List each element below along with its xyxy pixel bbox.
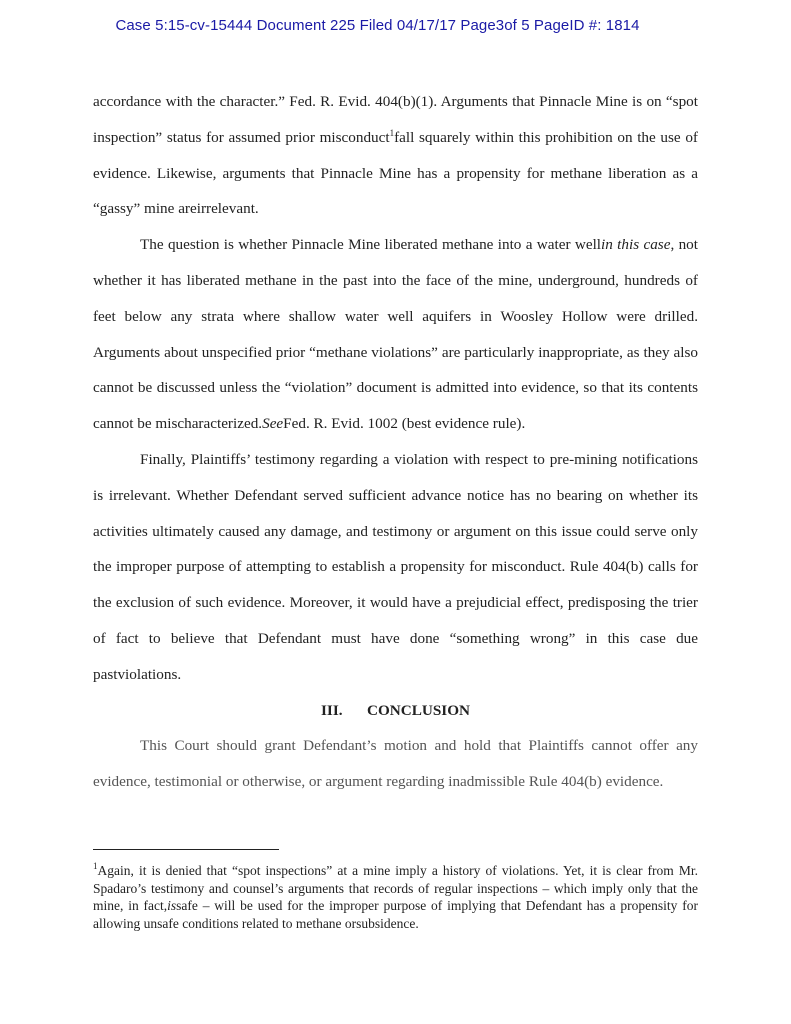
paragraph-4: This Court should grant Defendant’s motion and hold that Plaintiffs cannot offer any evidence, testimonial or otherwise, or argument regarding inadmissible Rule 404(b) evidence. <box>93 737 698 791</box>
paragraph-1: accordance with the character.” Fed. R. Evid. 404(b)(1). Arguments that Pinnacle Mine is on “spot inspection” status for assumed prior misconduct$^1$fall squarely within this prohibition on the use of evidence. Likewise, arguments that Pinnacle Mine has a propensity for methane liberation as a “gassy” mine areirrelevant. <box>93 93 698 218</box>
paragraph-3: Finally, Plaintiffs’ testimony regarding a violation with respect to pre-mining notifications is irrelevant. Whether Defendant served sufficient advance notice has no bearing on whether its activities ultimately caused any damage, and testimony or argument on this issue could serve only the improper purpose of attempting to establish a propensity for misconduct. Rule 404(b) calls for the exclusion of such evidence. Moreover, it would have a prejudicial effect, predisposing the trier of fact to believe that Defendant must have done “something wrong” in this case due pastviolations. <box>93 450 698 683</box>
section-heading <box>93 693 698 729</box>
section-number: III. <box>321 701 343 719</box>
footnote-divider <box>93 849 279 850</box>
footnote: $^1$Again, it is denied that “spot inspections” at a mine imply a history of violations. Yet, it is clear from Mr. Spadaro’s testimony and counsel’s arguments that records of regular inspections – which imply only that the mine, in fact,issafe – will be used for the improper purpose of implying that Defendant has a propensity for allowing unsafe conditions related to methane orsubsidence. <box>93 861 698 931</box>
footnote-reference: 1 <box>389 127 395 138</box>
paragraph-2: The question is whether Pinnacle Mine liberated methane into a water wellin this case, not whether it has liberated methane in the past into the face of the mine, underground, hundreds of feet below any strata where shallow water well aquifers in Woosley Hollow were drilled. Arguments about unspecified prior “methane violations” are particularly inappropriate, as they also cannot be discussed unless the “violation” document is admitted into evidence, so that its contents cannot be mischaracterized.SeeFed. R. Evid. 1002 (best evidence rule). <box>93 236 698 433</box>
section-title: CONCLUSION <box>367 701 470 719</box>
footnote-marker: 1 <box>93 861 98 871</box>
document-body <box>93 84 698 800</box>
case-header: Case 5:15-cv-15444 Document 225 Filed 04/17/17 Page3of 5 PageID #: 1814 <box>115 17 640 34</box>
